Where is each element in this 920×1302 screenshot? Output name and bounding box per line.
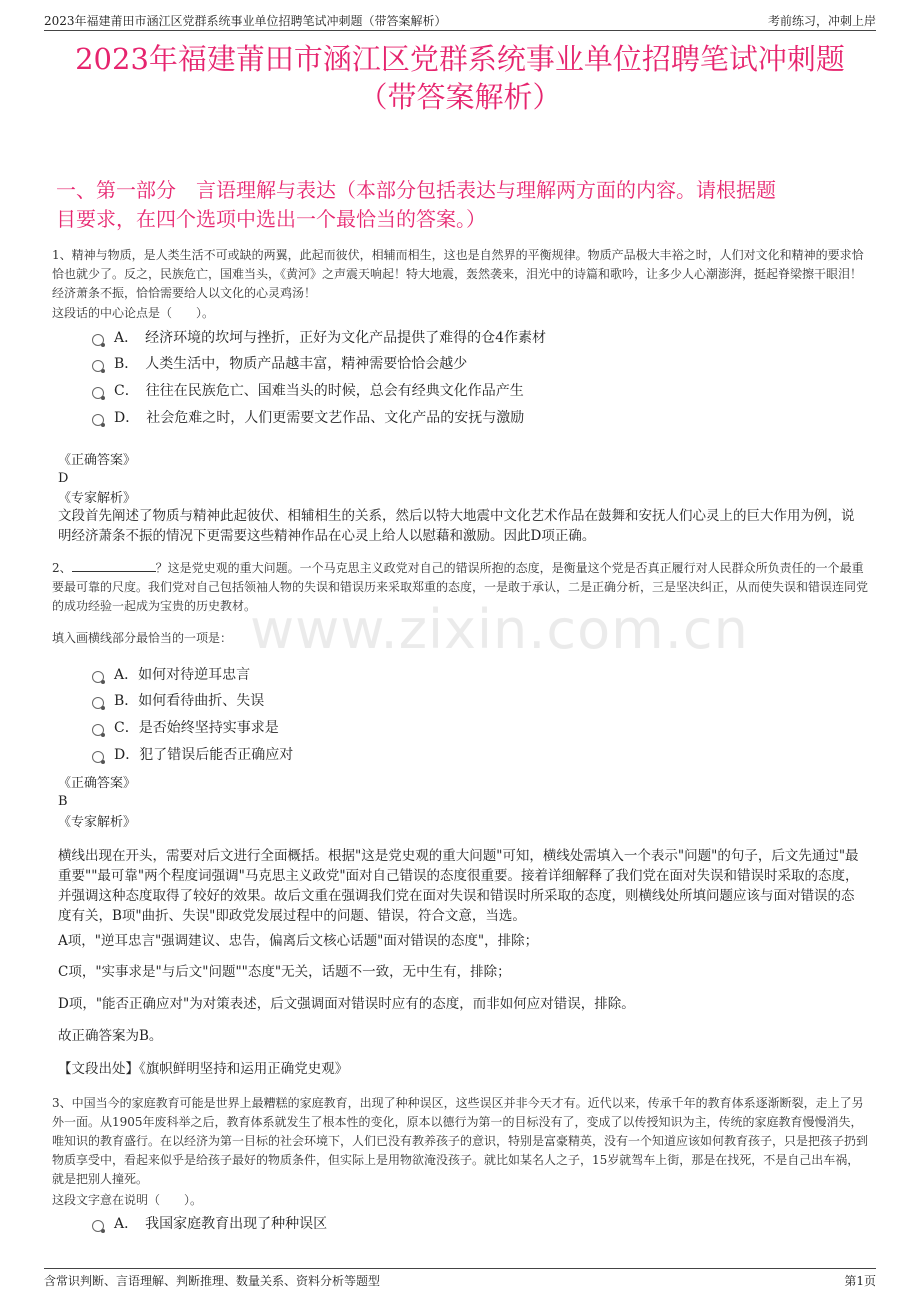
radio-icon[interactable]	[92, 751, 104, 763]
q1-text: 1、精神与物质，是人类生活不可或缺的两翼，此起而彼伏，相辅而相生，这也是自然界的平衡规律。物质产品极大丰裕之时，人们对文化和精神的要求恰恰也就少了。反之，民族危亡，国难当头，《黄河》之声震天响起！特大地震，轰然袭来，泪光中的诗篇和歌吟，让多少人心潮澎湃，挺起脊梁擦干眼泪！经济萧条不振，恰恰需要给人以文化的心灵鸡汤！	[52, 248, 864, 300]
q2-option-b[interactable]	[92, 689, 264, 711]
q1-option-d[interactable]	[92, 406, 524, 428]
option-label: A． 我国家庭教育出现了种种误区	[114, 1216, 328, 1232]
q2-answer-label: 《正确答案》	[58, 776, 137, 791]
q2-source: 【文段出处】《旗帜鲜明坚持和运用正确党史观》	[58, 1061, 349, 1077]
q2-option-c[interactable]	[92, 716, 279, 738]
title-line-2: （带答案解析）	[358, 80, 562, 114]
section-heading-line-1: 一、第一部分 言语理解与表达（本部分包括表达与理解两方面的内容。请根据题	[56, 178, 776, 202]
option-label: B． 人类生活中，物质产品越丰富，精神需要恰恰会越少	[114, 356, 468, 372]
q3-prompt: 这段文字意在说明（ ）。	[52, 1193, 203, 1207]
q1-answer-label: 《正确答案》	[58, 453, 137, 468]
q1-option-b[interactable]	[92, 352, 467, 374]
option-label: B．如何看待曲折、失误	[114, 693, 265, 709]
page-header	[44, 12, 876, 31]
fill-blank	[72, 560, 156, 572]
q2-body: ？这是党史观的重大问题。一个马克思主义政党对自己的错误所抱的态度，是衡量这个党是否真正履行对人民群众所负责任的一个最重要最可靠的尺度。我们党对自己包括领袖人物的失误和错误历来采取郑重的态度，一是敢于承认，二是正确分析，三是坚决纠正，从而使失误和错误连同党的成功经验一起成为宝贵的历史教材。	[52, 561, 869, 613]
option-label: D．犯了错误后能否正确应对	[114, 747, 294, 763]
q2-note-a: A项，"逆耳忠言"强调建议、忠告，偏离后文核心话题"面对错误的态度"，排除；	[58, 933, 539, 949]
q2-option-a[interactable]	[92, 663, 250, 685]
q1-option-a[interactable]	[92, 326, 546, 348]
watermark: www.zixin.com.cn	[250, 598, 749, 661]
page-number: 第1页	[844, 1274, 876, 1288]
option-label: C． 往往在民族危亡、国难当头的时候，总会有经典文化作品产生	[114, 383, 524, 399]
q2-conclusion: 故正确答案为B。	[58, 1028, 163, 1044]
footer-note: 含常识判断、言语理解、判断推理、数量关系、资料分析等题型	[44, 1274, 381, 1288]
page-footer	[44, 1268, 876, 1288]
q1-answer: D	[58, 471, 69, 486]
section-heading	[56, 176, 864, 234]
radio-icon[interactable]	[92, 360, 104, 372]
option-label: C．是否始终坚持实事求是	[114, 720, 279, 736]
radio-icon[interactable]	[92, 671, 104, 683]
q2-option-d[interactable]	[92, 743, 293, 765]
q1-option-c[interactable]	[92, 379, 524, 401]
option-label: D． 社会危难之时，人们更需要文艺作品、文化产品的安抚与激励	[114, 410, 525, 426]
q1-analysis-label: 《专家解析》	[58, 491, 137, 506]
q2-note-d: D项，"能否正确应对"为对策表述，后文强调面对错误时应有的态度，而非如何应对错误，排除。	[58, 996, 635, 1012]
q3-option-a[interactable]	[92, 1212, 327, 1234]
header-title: 2023年福建莆田市涵江区党群系统事业单位招聘笔试冲刺题（带答案解析）	[44, 14, 447, 28]
q3-text: 3、中国当今的家庭教育可能是世界上最糟糕的家庭教育，出现了种种误区，这些误区并非今天才有。近代以来，传承千年的教育体系逐渐断裂，走上了另外一面。从1905年废科举之后，教育体系就发生了根本性的变化，原本以德行为第一的目标没有了，变成了以传授知识为主，传统的家庭教育慢慢消失，唯知识的教育盛行。在以经济为第一目标的社会环境下，人们已没有教养孩子的意识，特别是富豪精英，没有一个知道应该如何教育孩子，只是把孩子扔到物质享受中，看起来似乎是给孩子最好的物质条件，但实际上是用物欲淹没孩子。就比如某名人之子，15岁就驾车上街，那是在找死，不是自己出车祸，就是把别人撞死。	[52, 1096, 869, 1186]
radio-icon[interactable]	[92, 414, 104, 426]
q1-analysis: 文段首先阐述了物质与精神此起彼伏、相辅相生的关系，然后以特大地震中文化艺术作品在鼓舞和安抚人们心灵上的巨大作用为例，说明经济萧条不振的情况下更需要这些精神作品在心灵上给人以慰藉和激励。因此D项正确。	[58, 508, 855, 544]
section-heading-line-2: 目要求，在四个选项中选出一个最恰当的答案。）	[56, 207, 486, 231]
radio-icon[interactable]	[92, 724, 104, 736]
q2-prompt: 填入画横线部分最恰当的一项是：	[52, 631, 233, 645]
option-label: A．如何对待逆耳忠言	[114, 667, 251, 683]
q1-prompt: 这段话的中心论点是（ ）。	[52, 306, 215, 320]
q2-answer: B	[58, 794, 68, 809]
option-label: A． 经济环境的坎坷与挫折，正好为文化产品提供了难得的仓4作素材	[114, 330, 547, 346]
q2-note-c: C项，"实事求是"与后文"问题""态度"无关，话题不一致，无中生有，排除；	[58, 964, 511, 980]
q2-analysis: 横线出现在开头，需要对后文进行全面概括。根据"这是党史观的重大问题"可知，横线处需填入一个表示"问题"的句子，后文先通过"最重要""最可靠"两个程度词强调"马克思主义政党"面对自己错误的态度很重要。接着详细解释了我们党在面对失误和错误时采取的态度，并强调这种态度取得了较好的效果。故后文重在强调我们党在面对失误和错误时所采取的态度，则横线处所填问题应该与面对错误的态度有关，B项"曲折、失误"即政党发展过程中的问题、错误，符合文意，当选。	[58, 848, 859, 924]
radio-icon[interactable]	[92, 387, 104, 399]
header-slogan: 考前练习，冲刺上岸	[767, 14, 876, 28]
title-line-1: 2023年福建莆田市涵江区党群系统事业单位招聘笔试冲刺题	[75, 42, 845, 76]
radio-icon[interactable]	[92, 334, 104, 346]
radio-icon[interactable]	[92, 1220, 104, 1232]
q2-number: 2、	[52, 561, 72, 575]
q2-analysis-label: 《专家解析》	[58, 815, 137, 830]
radio-icon[interactable]	[92, 697, 104, 709]
page-title	[40, 40, 880, 116]
